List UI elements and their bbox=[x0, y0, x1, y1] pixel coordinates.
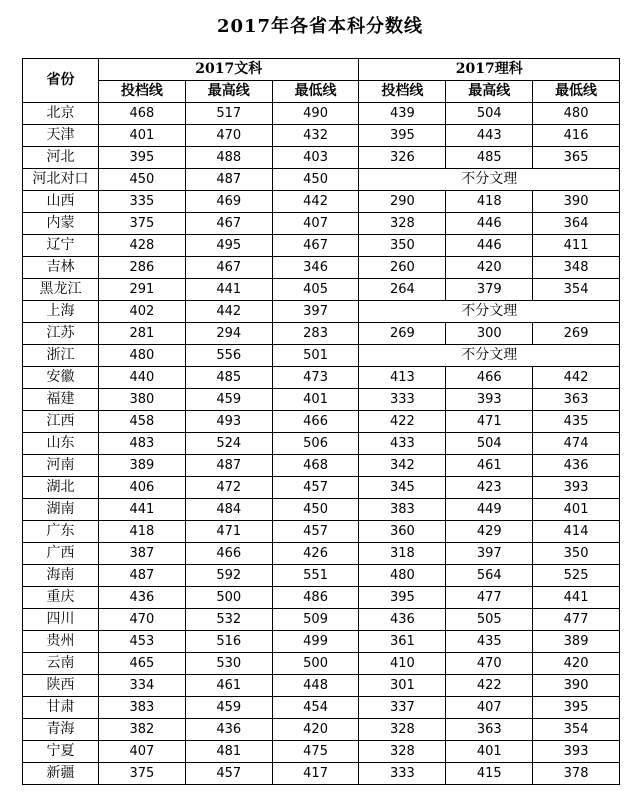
score-cell: 389 bbox=[99, 455, 186, 477]
score-cell: 442 bbox=[272, 191, 359, 213]
score-cell: 387 bbox=[99, 543, 186, 565]
table-row bbox=[23, 169, 620, 191]
score-cell: 354 bbox=[533, 719, 620, 741]
score-cell: 443 bbox=[446, 125, 533, 147]
province-cell: 贵州 bbox=[23, 631, 99, 653]
province-cell: 辽宁 bbox=[23, 235, 99, 257]
header-col: 最低线 bbox=[272, 81, 359, 103]
score-table bbox=[22, 58, 620, 785]
header-wenke: 2017文科 bbox=[99, 59, 359, 81]
score-cell: 413 bbox=[359, 367, 446, 389]
table-row bbox=[23, 477, 620, 499]
table-row bbox=[23, 323, 620, 345]
score-cell: 326 bbox=[359, 147, 446, 169]
province-cell: 河南 bbox=[23, 455, 99, 477]
score-cell: 335 bbox=[99, 191, 186, 213]
province-cell: 广东 bbox=[23, 521, 99, 543]
score-cell: 389 bbox=[533, 631, 620, 653]
score-cell: 375 bbox=[99, 213, 186, 235]
score-cell: 420 bbox=[533, 653, 620, 675]
score-cell: 401 bbox=[533, 499, 620, 521]
score-cell: 417 bbox=[272, 763, 359, 785]
score-cell: 379 bbox=[446, 279, 533, 301]
score-cell: 281 bbox=[99, 323, 186, 345]
score-cell: 283 bbox=[272, 323, 359, 345]
province-cell: 上海 bbox=[23, 301, 99, 323]
province-cell: 湖北 bbox=[23, 477, 99, 499]
header-row-columns bbox=[23, 81, 620, 103]
province-cell: 浙江 bbox=[23, 345, 99, 367]
score-cell: 556 bbox=[185, 345, 272, 367]
score-cell: 436 bbox=[185, 719, 272, 741]
province-cell: 江苏 bbox=[23, 323, 99, 345]
table-row bbox=[23, 213, 620, 235]
score-cell: 480 bbox=[359, 565, 446, 587]
score-cell: 294 bbox=[185, 323, 272, 345]
score-cell: 509 bbox=[272, 609, 359, 631]
score-cell: 383 bbox=[359, 499, 446, 521]
score-cell: 500 bbox=[272, 653, 359, 675]
score-cell: 448 bbox=[272, 675, 359, 697]
score-cell: 466 bbox=[272, 411, 359, 433]
table-row bbox=[23, 565, 620, 587]
score-cell: 501 bbox=[272, 345, 359, 367]
score-cell: 328 bbox=[359, 719, 446, 741]
score-cell: 466 bbox=[446, 367, 533, 389]
score-cell: 453 bbox=[99, 631, 186, 653]
score-cell: 378 bbox=[533, 763, 620, 785]
score-cell: 467 bbox=[185, 257, 272, 279]
score-cell: 395 bbox=[359, 587, 446, 609]
score-cell: 406 bbox=[99, 477, 186, 499]
score-cell: 397 bbox=[446, 543, 533, 565]
score-cell: 286 bbox=[99, 257, 186, 279]
score-cell: 422 bbox=[359, 411, 446, 433]
score-cell: 407 bbox=[99, 741, 186, 763]
province-cell: 江西 bbox=[23, 411, 99, 433]
table-row bbox=[23, 367, 620, 389]
score-cell: 477 bbox=[533, 609, 620, 631]
score-cell: 465 bbox=[99, 653, 186, 675]
score-cell: 484 bbox=[185, 499, 272, 521]
table-row bbox=[23, 587, 620, 609]
score-cell: 401 bbox=[446, 741, 533, 763]
table-row bbox=[23, 763, 620, 785]
table-row bbox=[23, 125, 620, 147]
score-cell: 426 bbox=[272, 543, 359, 565]
score-cell: 420 bbox=[272, 719, 359, 741]
province-cell: 重庆 bbox=[23, 587, 99, 609]
header-province: 省份 bbox=[23, 59, 99, 103]
table-row bbox=[23, 455, 620, 477]
score-cell: 458 bbox=[99, 411, 186, 433]
score-cell: 470 bbox=[185, 125, 272, 147]
score-cell: 485 bbox=[185, 367, 272, 389]
score-cell: 328 bbox=[359, 741, 446, 763]
score-cell: 441 bbox=[185, 279, 272, 301]
score-cell: 473 bbox=[272, 367, 359, 389]
province-cell: 广西 bbox=[23, 543, 99, 565]
merged-cell: 不分文理 bbox=[359, 169, 620, 191]
score-cell: 350 bbox=[533, 543, 620, 565]
score-cell: 530 bbox=[185, 653, 272, 675]
score-cell: 363 bbox=[533, 389, 620, 411]
score-cell: 487 bbox=[185, 169, 272, 191]
score-cell: 459 bbox=[185, 389, 272, 411]
score-cell: 269 bbox=[533, 323, 620, 345]
table-row bbox=[23, 433, 620, 455]
score-cell: 467 bbox=[185, 213, 272, 235]
score-cell: 348 bbox=[533, 257, 620, 279]
province-cell: 河北对口 bbox=[23, 169, 99, 191]
score-cell: 485 bbox=[446, 147, 533, 169]
table-row bbox=[23, 675, 620, 697]
table-row bbox=[23, 697, 620, 719]
score-cell: 301 bbox=[359, 675, 446, 697]
score-cell: 334 bbox=[99, 675, 186, 697]
province-cell: 宁夏 bbox=[23, 741, 99, 763]
score-cell: 450 bbox=[272, 499, 359, 521]
score-cell: 468 bbox=[99, 103, 186, 125]
score-cell: 402 bbox=[99, 301, 186, 323]
province-cell: 黑龙江 bbox=[23, 279, 99, 301]
score-cell: 459 bbox=[185, 697, 272, 719]
score-cell: 361 bbox=[359, 631, 446, 653]
province-cell: 湖南 bbox=[23, 499, 99, 521]
score-cell: 466 bbox=[185, 543, 272, 565]
score-cell: 380 bbox=[99, 389, 186, 411]
score-cell: 506 bbox=[272, 433, 359, 455]
score-cell: 442 bbox=[533, 367, 620, 389]
score-cell: 486 bbox=[272, 587, 359, 609]
province-cell: 新疆 bbox=[23, 763, 99, 785]
score-cell: 395 bbox=[533, 697, 620, 719]
score-cell: 290 bbox=[359, 191, 446, 213]
score-cell: 441 bbox=[99, 499, 186, 521]
score-cell: 342 bbox=[359, 455, 446, 477]
table-row bbox=[23, 345, 620, 367]
score-cell: 487 bbox=[99, 565, 186, 587]
score-cell: 410 bbox=[359, 653, 446, 675]
score-cell: 480 bbox=[533, 103, 620, 125]
score-cell: 422 bbox=[446, 675, 533, 697]
score-cell: 442 bbox=[185, 301, 272, 323]
score-cell: 393 bbox=[533, 741, 620, 763]
score-cell: 471 bbox=[185, 521, 272, 543]
page-title: 2017年各省本科分数线 bbox=[216, 16, 424, 37]
score-cell: 395 bbox=[359, 125, 446, 147]
province-cell: 北京 bbox=[23, 103, 99, 125]
score-cell: 411 bbox=[533, 235, 620, 257]
score-cell: 500 bbox=[185, 587, 272, 609]
table-row bbox=[23, 609, 620, 631]
score-cell: 350 bbox=[359, 235, 446, 257]
score-cell: 495 bbox=[185, 235, 272, 257]
header-like: 2017理科 bbox=[359, 59, 620, 81]
province-cell: 海南 bbox=[23, 565, 99, 587]
score-cell: 525 bbox=[533, 565, 620, 587]
province-cell: 山东 bbox=[23, 433, 99, 455]
score-cell: 300 bbox=[446, 323, 533, 345]
score-cell: 390 bbox=[533, 675, 620, 697]
score-cell: 439 bbox=[359, 103, 446, 125]
score-cell: 393 bbox=[446, 389, 533, 411]
score-cell: 505 bbox=[446, 609, 533, 631]
score-cell: 450 bbox=[272, 169, 359, 191]
score-cell: 481 bbox=[185, 741, 272, 763]
score-cell: 592 bbox=[185, 565, 272, 587]
score-cell: 493 bbox=[185, 411, 272, 433]
score-cell: 470 bbox=[99, 609, 186, 631]
score-cell: 524 bbox=[185, 433, 272, 455]
header-col: 投档线 bbox=[359, 81, 446, 103]
score-cell: 346 bbox=[272, 257, 359, 279]
header-row-groups bbox=[23, 59, 620, 81]
header-col: 投档线 bbox=[99, 81, 186, 103]
score-cell: 333 bbox=[359, 763, 446, 785]
score-cell: 457 bbox=[272, 477, 359, 499]
score-cell: 469 bbox=[185, 191, 272, 213]
score-cell: 416 bbox=[533, 125, 620, 147]
score-cell: 397 bbox=[272, 301, 359, 323]
score-cell: 490 bbox=[272, 103, 359, 125]
header-col: 最高线 bbox=[185, 81, 272, 103]
table-body bbox=[23, 103, 620, 785]
table-row bbox=[23, 147, 620, 169]
score-cell: 365 bbox=[533, 147, 620, 169]
score-cell: 504 bbox=[446, 433, 533, 455]
province-cell: 天津 bbox=[23, 125, 99, 147]
table-row bbox=[23, 741, 620, 763]
score-cell: 364 bbox=[533, 213, 620, 235]
province-cell: 青海 bbox=[23, 719, 99, 741]
score-cell: 564 bbox=[446, 565, 533, 587]
score-cell: 382 bbox=[99, 719, 186, 741]
score-cell: 480 bbox=[99, 345, 186, 367]
score-cell: 435 bbox=[533, 411, 620, 433]
score-cell: 472 bbox=[185, 477, 272, 499]
table-row bbox=[23, 653, 620, 675]
score-cell: 418 bbox=[99, 521, 186, 543]
score-cell: 333 bbox=[359, 389, 446, 411]
score-cell: 354 bbox=[533, 279, 620, 301]
score-cell: 440 bbox=[99, 367, 186, 389]
header-col: 最低线 bbox=[533, 81, 620, 103]
score-cell: 407 bbox=[272, 213, 359, 235]
score-cell: 488 bbox=[185, 147, 272, 169]
table-row bbox=[23, 543, 620, 565]
table-row bbox=[23, 499, 620, 521]
score-cell: 420 bbox=[446, 257, 533, 279]
province-cell: 吉林 bbox=[23, 257, 99, 279]
score-cell: 383 bbox=[99, 697, 186, 719]
score-cell: 403 bbox=[272, 147, 359, 169]
score-cell: 375 bbox=[99, 763, 186, 785]
province-cell: 甘肃 bbox=[23, 697, 99, 719]
score-cell: 432 bbox=[272, 125, 359, 147]
table-row bbox=[23, 521, 620, 543]
score-cell: 428 bbox=[99, 235, 186, 257]
table-row bbox=[23, 389, 620, 411]
score-cell: 457 bbox=[272, 521, 359, 543]
score-cell: 433 bbox=[359, 433, 446, 455]
score-cell: 435 bbox=[446, 631, 533, 653]
table-row bbox=[23, 279, 620, 301]
score-cell: 477 bbox=[446, 587, 533, 609]
score-cell: 441 bbox=[533, 587, 620, 609]
score-cell: 328 bbox=[359, 213, 446, 235]
score-cell: 499 bbox=[272, 631, 359, 653]
province-cell: 四川 bbox=[23, 609, 99, 631]
score-cell: 517 bbox=[185, 103, 272, 125]
merged-cell: 不分文理 bbox=[359, 301, 620, 323]
score-cell: 436 bbox=[99, 587, 186, 609]
province-cell: 云南 bbox=[23, 653, 99, 675]
score-cell: 414 bbox=[533, 521, 620, 543]
score-cell: 405 bbox=[272, 279, 359, 301]
score-cell: 446 bbox=[446, 213, 533, 235]
score-cell: 423 bbox=[446, 477, 533, 499]
score-cell: 393 bbox=[533, 477, 620, 499]
score-cell: 436 bbox=[533, 455, 620, 477]
table-row bbox=[23, 719, 620, 741]
score-cell: 401 bbox=[272, 389, 359, 411]
table-row bbox=[23, 257, 620, 279]
score-cell: 291 bbox=[99, 279, 186, 301]
table-row bbox=[23, 191, 620, 213]
score-cell: 429 bbox=[446, 521, 533, 543]
score-cell: 407 bbox=[446, 697, 533, 719]
province-cell: 河北 bbox=[23, 147, 99, 169]
score-cell: 532 bbox=[185, 609, 272, 631]
province-cell: 山西 bbox=[23, 191, 99, 213]
score-cell: 345 bbox=[359, 477, 446, 499]
score-cell: 468 bbox=[272, 455, 359, 477]
score-cell: 470 bbox=[446, 653, 533, 675]
score-cell: 516 bbox=[185, 631, 272, 653]
score-cell: 337 bbox=[359, 697, 446, 719]
score-cell: 318 bbox=[359, 543, 446, 565]
score-cell: 446 bbox=[446, 235, 533, 257]
province-cell: 陕西 bbox=[23, 675, 99, 697]
table-row bbox=[23, 235, 620, 257]
table-row bbox=[23, 301, 620, 323]
header-col: 最高线 bbox=[446, 81, 533, 103]
score-cell: 390 bbox=[533, 191, 620, 213]
table-row bbox=[23, 631, 620, 653]
province-cell: 内蒙 bbox=[23, 213, 99, 235]
table-row bbox=[23, 103, 620, 125]
score-cell: 450 bbox=[99, 169, 186, 191]
score-cell: 415 bbox=[446, 763, 533, 785]
score-cell: 474 bbox=[533, 433, 620, 455]
score-cell: 457 bbox=[185, 763, 272, 785]
score-cell: 360 bbox=[359, 521, 446, 543]
score-cell: 471 bbox=[446, 411, 533, 433]
score-cell: 449 bbox=[446, 499, 533, 521]
score-cell: 269 bbox=[359, 323, 446, 345]
score-cell: 395 bbox=[99, 147, 186, 169]
score-cell: 454 bbox=[272, 697, 359, 719]
merged-cell: 不分文理 bbox=[359, 345, 620, 367]
score-cell: 461 bbox=[446, 455, 533, 477]
score-cell: 504 bbox=[446, 103, 533, 125]
score-cell: 418 bbox=[446, 191, 533, 213]
score-cell: 467 bbox=[272, 235, 359, 257]
score-cell: 551 bbox=[272, 565, 359, 587]
score-cell: 475 bbox=[272, 741, 359, 763]
score-cell: 461 bbox=[185, 675, 272, 697]
score-cell: 487 bbox=[185, 455, 272, 477]
table-row bbox=[23, 411, 620, 433]
score-cell: 363 bbox=[446, 719, 533, 741]
score-cell: 401 bbox=[99, 125, 186, 147]
score-cell: 483 bbox=[99, 433, 186, 455]
score-cell: 436 bbox=[359, 609, 446, 631]
province-cell: 安徽 bbox=[23, 367, 99, 389]
score-cell: 264 bbox=[359, 279, 446, 301]
score-cell: 260 bbox=[359, 257, 446, 279]
province-cell: 福建 bbox=[23, 389, 99, 411]
